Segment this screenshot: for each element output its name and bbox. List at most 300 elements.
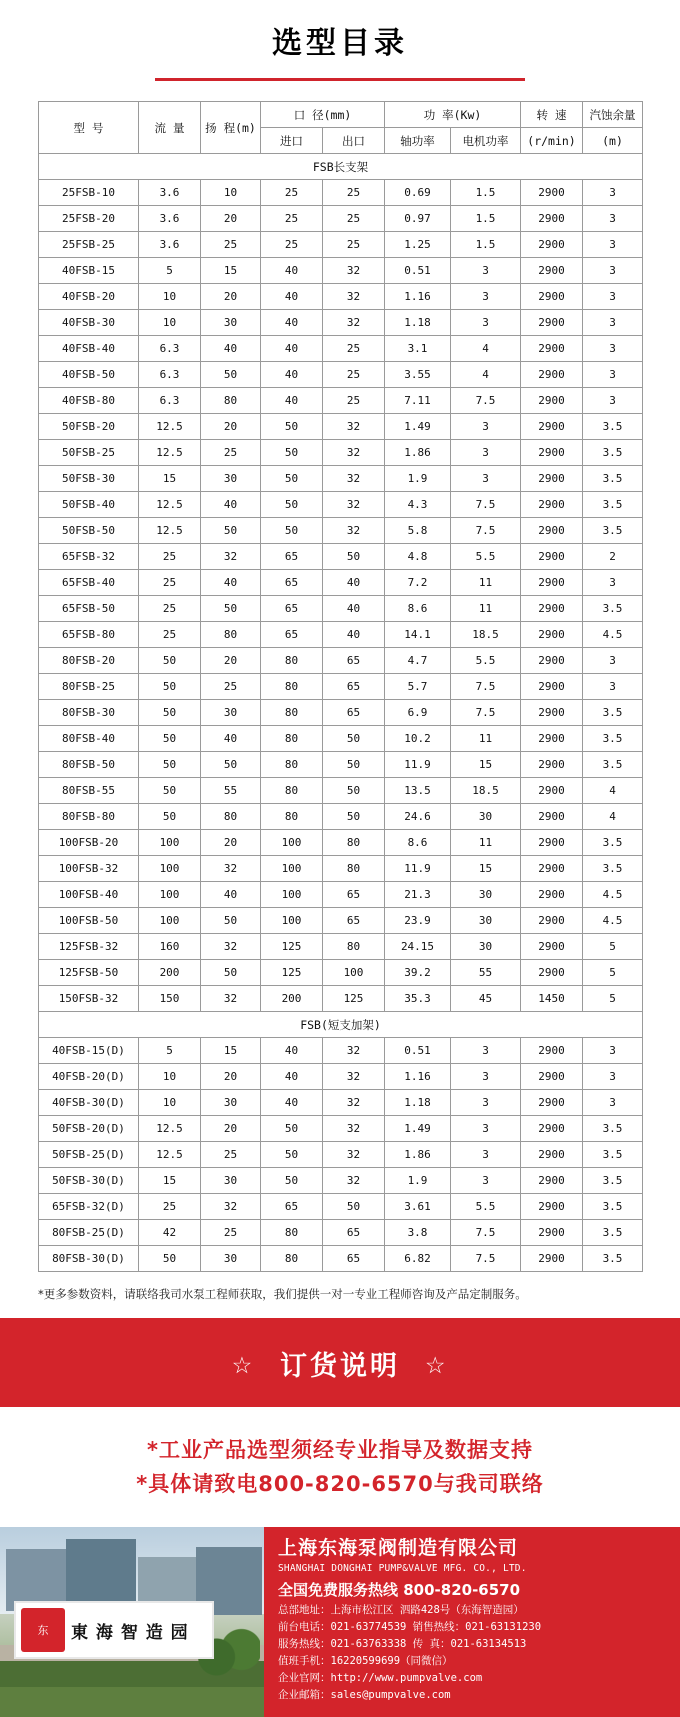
cell-value: 25 (323, 362, 385, 388)
cell-value: 3 (583, 1090, 643, 1116)
cell-value: 12.5 (139, 1142, 201, 1168)
cell-value: 2900 (521, 440, 583, 466)
cell-value: 50 (201, 362, 261, 388)
cell-value: 2900 (521, 960, 583, 986)
cell-value: 65 (261, 544, 323, 570)
cell-value: 100 (261, 830, 323, 856)
cell-value: 7.2 (385, 570, 451, 596)
cell-value: 25 (261, 180, 323, 206)
cell-value: 50 (261, 440, 323, 466)
cell-value: 3.6 (139, 232, 201, 258)
cell-value: 1.49 (385, 414, 451, 440)
table-row (39, 856, 643, 882)
cell-value: 3 (451, 1116, 521, 1142)
cell-value: 7.5 (451, 1220, 521, 1246)
cell-value: 40 (323, 596, 385, 622)
cell-value: 2900 (521, 622, 583, 648)
cell-value: 65 (261, 596, 323, 622)
cell-value: 50 (139, 778, 201, 804)
cell-value: 25 (201, 1220, 261, 1246)
cell-value: 4 (451, 336, 521, 362)
cell-value: 50 (139, 700, 201, 726)
cell-value: 3 (583, 180, 643, 206)
cell-value: 40 (201, 726, 261, 752)
cell-value: 3.5 (583, 1116, 643, 1142)
cell-model: 80FSB-55 (39, 778, 139, 804)
cell-value: 7.5 (451, 388, 521, 414)
cell-value: 10.2 (385, 726, 451, 752)
cell-value: 4 (583, 778, 643, 804)
cell-value: 4 (583, 804, 643, 830)
cell-value: 3.5 (583, 518, 643, 544)
cell-value: 3.61 (385, 1194, 451, 1220)
cell-value: 2900 (521, 362, 583, 388)
table-row (39, 726, 643, 752)
cell-value: 40 (261, 310, 323, 336)
cell-value: 4 (451, 362, 521, 388)
cell-value: 3 (451, 414, 521, 440)
cell-value: 2900 (521, 336, 583, 362)
cell-value: 2900 (521, 206, 583, 232)
cell-value: 25 (139, 596, 201, 622)
table-row (39, 804, 643, 830)
cell-value: 3.5 (583, 466, 643, 492)
cell-value: 7.5 (451, 1246, 521, 1272)
table-row (39, 544, 643, 570)
footer-contact-lines (278, 1602, 670, 1704)
cell-value: 1.86 (385, 440, 451, 466)
cell-value: 50 (261, 518, 323, 544)
cell-value: 3.5 (583, 700, 643, 726)
table-row (39, 960, 643, 986)
cell-value: 1.5 (451, 206, 521, 232)
cell-value: 25 (139, 544, 201, 570)
col-diameter: 口 径(mm) (261, 102, 385, 128)
cell-value: 2900 (521, 1246, 583, 1272)
cell-value: 80 (261, 648, 323, 674)
cell-value: 18.5 (451, 622, 521, 648)
cell-model: 50FSB-25 (39, 440, 139, 466)
cell-value: 65 (261, 1194, 323, 1220)
cell-value: 23.9 (385, 908, 451, 934)
cell-value: 3 (583, 388, 643, 414)
cell-value: 2900 (521, 674, 583, 700)
cell-value: 4.8 (385, 544, 451, 570)
cell-value: 100 (139, 856, 201, 882)
cell-value: 3 (451, 1064, 521, 1090)
cell-value: 15 (451, 856, 521, 882)
section-header-row (39, 154, 643, 180)
cell-value: 50 (139, 804, 201, 830)
cell-value: 10 (139, 284, 201, 310)
cell-value: 125 (261, 934, 323, 960)
table-row (39, 336, 643, 362)
cell-value: 25 (323, 206, 385, 232)
cell-value: 1.16 (385, 1064, 451, 1090)
cell-value: 32 (201, 1194, 261, 1220)
cell-value: 3.5 (583, 726, 643, 752)
cell-model: 40FSB-50 (39, 362, 139, 388)
cell-value: 50 (201, 960, 261, 986)
cell-value: 3 (583, 1064, 643, 1090)
cell-value: 3.6 (139, 206, 201, 232)
cell-value: 39.2 (385, 960, 451, 986)
cell-value: 2900 (521, 804, 583, 830)
cell-value: 6.9 (385, 700, 451, 726)
table-row (39, 1142, 643, 1168)
cell-value: 25 (139, 1194, 201, 1220)
cell-value: 2900 (521, 596, 583, 622)
cell-value: 4.5 (583, 908, 643, 934)
cell-model: 25FSB-10 (39, 180, 139, 206)
cell-value: 3 (451, 1142, 521, 1168)
cell-value: 1.5 (451, 232, 521, 258)
cell-value: 25 (323, 388, 385, 414)
cell-value: 12.5 (139, 414, 201, 440)
cell-value: 20 (201, 206, 261, 232)
cell-value: 3 (451, 466, 521, 492)
table-row (39, 700, 643, 726)
cell-value: 30 (201, 466, 261, 492)
footer-line: 总部地址：上海市松江区 泗路428号（东海智造园） (278, 1604, 524, 1616)
cell-value: 32 (323, 310, 385, 336)
cell-value: 20 (201, 648, 261, 674)
cell-value: 3.6 (139, 180, 201, 206)
footer-line: 企业邮箱：sales@pumpvalve.com (278, 1689, 451, 1701)
cell-value: 2900 (521, 1116, 583, 1142)
cell-value: 40 (261, 388, 323, 414)
cell-value: 2900 (521, 1090, 583, 1116)
cell-value: 65 (323, 700, 385, 726)
cell-value: 32 (323, 440, 385, 466)
cell-value: 25 (139, 622, 201, 648)
cell-value: 40 (201, 570, 261, 596)
cell-value: 12.5 (139, 492, 201, 518)
cell-value: 50 (201, 518, 261, 544)
cell-value: 40 (323, 570, 385, 596)
cell-value: 3.5 (583, 596, 643, 622)
table-row (39, 778, 643, 804)
cell-value: 5 (139, 258, 201, 284)
cell-value: 3.5 (583, 1220, 643, 1246)
cell-model: 40FSB-80 (39, 388, 139, 414)
cell-value: 65 (323, 674, 385, 700)
cell-model: 50FSB-25(D) (39, 1142, 139, 1168)
cell-value: 8.6 (385, 830, 451, 856)
cell-value: 200 (261, 986, 323, 1012)
table-row (39, 284, 643, 310)
cell-value: 50 (323, 544, 385, 570)
cell-value: 80 (201, 622, 261, 648)
col-diameter-in: 进口 (261, 128, 323, 154)
cell-value: 2900 (521, 492, 583, 518)
cell-value: 32 (323, 1038, 385, 1064)
cell-value: 3.5 (583, 1142, 643, 1168)
cell-value: 80 (261, 700, 323, 726)
cell-model: 50FSB-30 (39, 466, 139, 492)
cell-value: 30 (451, 908, 521, 934)
cell-value: 2900 (521, 1168, 583, 1194)
cell-value: 50 (261, 466, 323, 492)
cell-value: 32 (323, 1142, 385, 1168)
cell-value: 25 (201, 1142, 261, 1168)
cell-value: 13.5 (385, 778, 451, 804)
cell-value: 3.55 (385, 362, 451, 388)
cell-value: 30 (201, 1168, 261, 1194)
cell-value: 25 (261, 232, 323, 258)
cell-value: 3 (583, 206, 643, 232)
cell-model: 65FSB-32(D) (39, 1194, 139, 1220)
table-row (39, 492, 643, 518)
cell-value: 2900 (521, 648, 583, 674)
table-row (39, 232, 643, 258)
cell-value: 100 (139, 908, 201, 934)
table-row (39, 466, 643, 492)
cell-value: 3.5 (583, 752, 643, 778)
hotline: 全国免费服务热线 800-820-6570 (278, 1581, 521, 1599)
cell-value: 0.51 (385, 258, 451, 284)
cell-value: 3.8 (385, 1220, 451, 1246)
cell-value: 50 (139, 726, 201, 752)
cell-value: 125 (261, 960, 323, 986)
table-row (39, 1168, 643, 1194)
cell-value: 3 (583, 1038, 643, 1064)
cell-value: 32 (323, 1064, 385, 1090)
cell-value: 50 (139, 648, 201, 674)
cell-model: 40FSB-40 (39, 336, 139, 362)
table-row (39, 1116, 643, 1142)
cell-value: 2900 (521, 830, 583, 856)
cell-value: 10 (201, 180, 261, 206)
cell-value: 2900 (521, 700, 583, 726)
cell-value: 35.3 (385, 986, 451, 1012)
cell-value: 40 (261, 258, 323, 284)
cell-value: 12.5 (139, 518, 201, 544)
cell-value: 24.15 (385, 934, 451, 960)
cell-value: 25 (261, 206, 323, 232)
cell-model: 100FSB-32 (39, 856, 139, 882)
cell-value: 15 (201, 258, 261, 284)
cell-value: 3.5 (583, 440, 643, 466)
spec-table-wrap (0, 81, 680, 1272)
cell-value: 1.49 (385, 1116, 451, 1142)
table-row (39, 934, 643, 960)
cell-value: 32 (323, 466, 385, 492)
cell-value: 40 (261, 1038, 323, 1064)
order-title-row (0, 1344, 680, 1383)
cell-value: 2900 (521, 882, 583, 908)
cell-model: 80FSB-80 (39, 804, 139, 830)
cell-model: 80FSB-30(D) (39, 1246, 139, 1272)
cell-value: 3 (451, 258, 521, 284)
cell-model: 50FSB-30(D) (39, 1168, 139, 1194)
cell-value: 32 (201, 544, 261, 570)
cell-value: 2900 (521, 544, 583, 570)
cell-model: 25FSB-20 (39, 206, 139, 232)
cell-value: 3 (583, 570, 643, 596)
cell-model: 150FSB-32 (39, 986, 139, 1012)
cell-value: 32 (201, 934, 261, 960)
cell-model: 100FSB-50 (39, 908, 139, 934)
cell-value: 1.9 (385, 466, 451, 492)
cell-value: 3 (583, 336, 643, 362)
cell-value: 15 (451, 752, 521, 778)
cell-value: 65 (261, 622, 323, 648)
col-npsh-unit: (m) (583, 128, 643, 154)
cell-model: 80FSB-30 (39, 700, 139, 726)
table-row (39, 674, 643, 700)
cell-value: 80 (201, 804, 261, 830)
cell-value: 3.5 (583, 1246, 643, 1272)
cell-value: 80 (323, 934, 385, 960)
cell-value: 1.86 (385, 1142, 451, 1168)
cell-value: 25 (201, 232, 261, 258)
table-row (39, 310, 643, 336)
cell-value: 7.5 (451, 674, 521, 700)
company-logo-icon: 东 (21, 1608, 65, 1652)
cell-model: 50FSB-20(D) (39, 1116, 139, 1142)
cell-model: 65FSB-40 (39, 570, 139, 596)
cell-value: 65 (261, 570, 323, 596)
table-row (39, 414, 643, 440)
cell-value: 2900 (521, 258, 583, 284)
cell-value: 32 (323, 1090, 385, 1116)
star-left-icon: ☆ (231, 1353, 256, 1379)
cell-value: 32 (323, 518, 385, 544)
table-row (39, 1038, 643, 1064)
cell-value: 6.3 (139, 362, 201, 388)
cell-value: 30 (451, 804, 521, 830)
cell-value: 5.5 (451, 648, 521, 674)
cell-value: 0.51 (385, 1038, 451, 1064)
factory-photo (0, 1527, 264, 1717)
cell-value: 40 (323, 622, 385, 648)
cell-value: 14.1 (385, 622, 451, 648)
cell-value: 10 (139, 1090, 201, 1116)
cell-value: 5 (583, 934, 643, 960)
cell-value: 30 (201, 700, 261, 726)
cell-value: 11 (451, 596, 521, 622)
cell-value: 11.9 (385, 856, 451, 882)
cell-value: 25 (201, 440, 261, 466)
cell-value: 50 (323, 778, 385, 804)
cell-value: 50 (139, 752, 201, 778)
cell-value: 0.97 (385, 206, 451, 232)
cell-value: 5.5 (451, 1194, 521, 1220)
cell-value: 40 (261, 284, 323, 310)
cell-value: 40 (261, 1090, 323, 1116)
cell-value: 40 (201, 882, 261, 908)
cell-value: 4.5 (583, 622, 643, 648)
section-header-row (39, 1012, 643, 1038)
cell-value: 3 (583, 674, 643, 700)
cell-value: 50 (139, 674, 201, 700)
cell-value: 2900 (521, 310, 583, 336)
cell-value: 40 (201, 336, 261, 362)
cell-value: 80 (261, 1246, 323, 1272)
cell-value: 45 (451, 986, 521, 1012)
photo-signboard (14, 1601, 214, 1659)
cell-value: 100 (261, 856, 323, 882)
cell-value: 3 (583, 310, 643, 336)
table-row (39, 1220, 643, 1246)
cell-value: 25 (323, 336, 385, 362)
cell-value: 5 (583, 986, 643, 1012)
page-title-area (0, 0, 680, 81)
cell-value: 2900 (521, 752, 583, 778)
cell-value: 3.5 (583, 492, 643, 518)
cell-value: 40 (261, 336, 323, 362)
cell-value: 2900 (521, 1064, 583, 1090)
cell-value: 30 (201, 1090, 261, 1116)
cell-model: 40FSB-30(D) (39, 1090, 139, 1116)
cell-value: 15 (201, 1038, 261, 1064)
cell-value: 2900 (521, 388, 583, 414)
cell-value: 3 (451, 310, 521, 336)
cell-value: 42 (139, 1220, 201, 1246)
col-diameter-out: 出口 (323, 128, 385, 154)
table-row (39, 518, 643, 544)
cell-value: 2900 (521, 1220, 583, 1246)
cell-value: 65 (323, 1246, 385, 1272)
cell-value: 25 (139, 570, 201, 596)
cell-value: 50 (201, 752, 261, 778)
cell-value: 50 (323, 1194, 385, 1220)
cell-value: 80 (261, 726, 323, 752)
table-row (39, 908, 643, 934)
cell-value: 15 (139, 466, 201, 492)
cell-model: 100FSB-20 (39, 830, 139, 856)
cell-value: 125 (323, 986, 385, 1012)
table-row (39, 180, 643, 206)
cell-value: 80 (261, 1220, 323, 1246)
cell-value: 2900 (521, 466, 583, 492)
table-row (39, 986, 643, 1012)
cell-value: 6.3 (139, 336, 201, 362)
table-row (39, 596, 643, 622)
cell-value: 3 (451, 440, 521, 466)
cell-value: 40 (261, 362, 323, 388)
cell-value: 32 (323, 1116, 385, 1142)
cell-value: 32 (323, 284, 385, 310)
cell-value: 7.5 (451, 700, 521, 726)
section-label: FSB(短支加架) (39, 1012, 643, 1038)
cell-value: 1.18 (385, 310, 451, 336)
cell-model: 40FSB-30 (39, 310, 139, 336)
table-row (39, 1246, 643, 1272)
cell-value: 3 (451, 1090, 521, 1116)
col-speed-unit: (r/min) (521, 128, 583, 154)
cell-model: 80FSB-25(D) (39, 1220, 139, 1246)
cell-value: 25 (323, 232, 385, 258)
cell-value: 50 (201, 596, 261, 622)
cell-model: 125FSB-50 (39, 960, 139, 986)
cell-value: 200 (139, 960, 201, 986)
cell-value: 50 (261, 1142, 323, 1168)
col-speed: 转 速 (521, 102, 583, 128)
cell-value: 4.3 (385, 492, 451, 518)
cell-value: 4.5 (583, 882, 643, 908)
cell-value: 80 (261, 674, 323, 700)
cell-value: 40 (261, 1064, 323, 1090)
signboard-text: 東 海 智 造 园 (71, 1622, 189, 1643)
cell-value: 80 (261, 752, 323, 778)
cell-model: 80FSB-25 (39, 674, 139, 700)
cell-value: 5.8 (385, 518, 451, 544)
footer-line: 企业官网：http://www.pumpvalve.com (278, 1672, 483, 1684)
col-power: 功 率(Kw) (385, 102, 521, 128)
cell-model: 125FSB-32 (39, 934, 139, 960)
